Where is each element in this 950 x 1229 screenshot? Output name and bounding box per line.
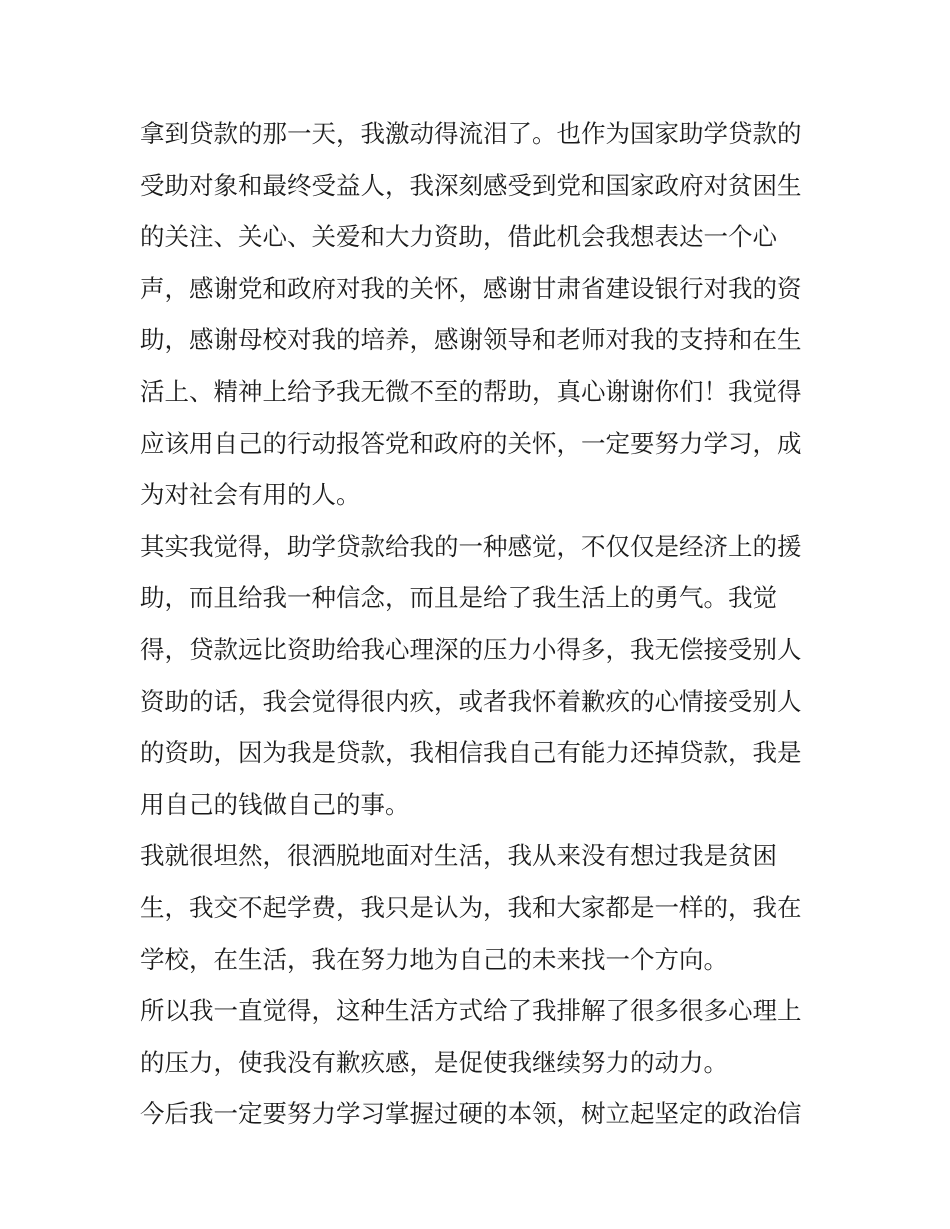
- text-line: 活上、精神上给予我无微不至的帮助，真心谢谢你们！我觉得: [140, 376, 802, 406]
- text-line: 我就很坦然，很洒脱地面对生活，我从来没有想过我是贫困: [140, 841, 777, 871]
- text-line: 受助对象和最终受益人，我深刻感受到党和国家政府对贫困生: [140, 170, 802, 200]
- document-text-body: [140, 108, 820, 1140]
- text-line: 助，感谢母校对我的培养，感谢领导和老师对我的支持和在生: [140, 325, 802, 355]
- text-line: 拿到贷款的那一天，我激动得流泪了。也作为国家助学贷款的: [140, 119, 802, 148]
- text-line: 所以我一直觉得，这种生活方式给了我排解了很多很多心理上: [140, 996, 802, 1026]
- text-line: 应该用自己的行动报答党和政府的关怀，一定要努力学习，成: [140, 428, 802, 458]
- text-line: 生，我交不起学费，我只是认为，我和大家都是一样的，我在: [140, 892, 802, 922]
- text-line: 资助的话，我会觉得很内疚，或者我怀着歉疚的心情接受别人: [140, 686, 802, 716]
- text-line: 学校，在生活，我在努力地为自己的未来找一个方向。: [140, 944, 728, 974]
- text-line: 为对社会有用的人。: [140, 480, 361, 510]
- text-line: 助，而且给我一种信念，而且是给了我生活上的勇气。我觉: [140, 583, 777, 613]
- text-line: 的资助，因为我是贷款，我相信我自己有能力还掉贷款，我是: [140, 738, 802, 768]
- text-line: 声，感谢党和政府对我的关怀，感谢甘肃省建设银行对我的资: [140, 273, 802, 303]
- text-line: 的关注、关心、关爱和大力资助，借此机会我想表达一个心: [140, 222, 777, 252]
- text-line: 的压力，使我没有歉疚感，是促使我继续努力的动力。: [140, 1047, 728, 1077]
- text-line: 得，贷款远比资助给我心理深的压力小得多，我无偿接受别人: [140, 634, 802, 664]
- text-line: 今后我一定要努力学习掌握过硬的本领，树立起坚定的政治信: [140, 1099, 802, 1129]
- text-line: 用自己的钱做自己的事。: [140, 789, 410, 819]
- text-line: 其实我觉得，助学贷款给我的一种感觉，不仅仅是经济上的援: [140, 531, 802, 561]
